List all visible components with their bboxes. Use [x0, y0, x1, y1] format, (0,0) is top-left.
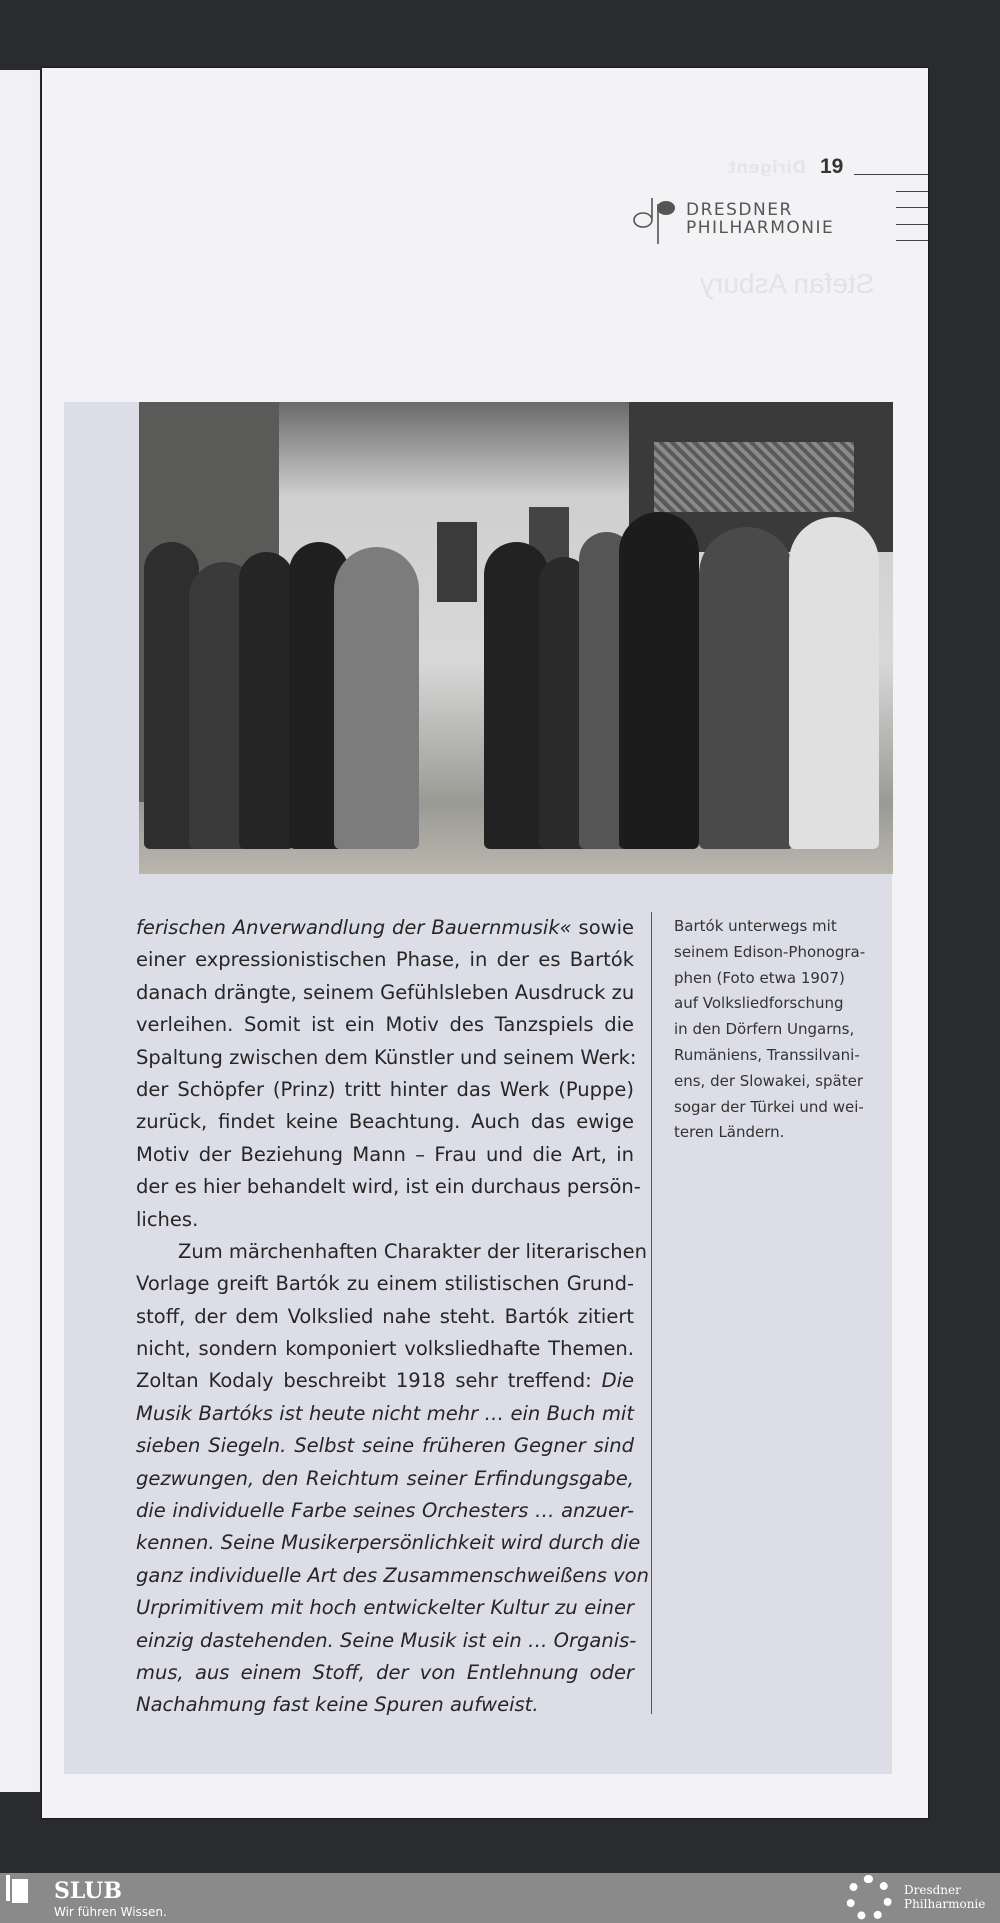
- text-line: [136, 944, 634, 976]
- photo-caption: [674, 914, 865, 1146]
- italic-segment: ganz individuelle Art des Zusammenschweißens von: [136, 1563, 649, 1587]
- slub-title: SLUB: [54, 1878, 122, 1904]
- text-segment: Motiv der Beziehung Mann – Frau und die Art, in: [136, 1142, 634, 1166]
- logo-line-1: DRESDNER: [686, 200, 793, 220]
- text-line: [136, 1527, 641, 1559]
- text-segment: der Schöpfer (Prinz) tritt hinter das Werk (Puppe): [136, 1077, 634, 1101]
- partner-line-1: Dresdner: [904, 1883, 961, 1897]
- partner-line-2: Philharmonie: [904, 1897, 986, 1911]
- text-line: [136, 912, 634, 944]
- text-line: [136, 1625, 637, 1657]
- caption-line: teren Ländern.: [674, 1123, 785, 1142]
- text-segment: einer expressionistischen Phase, in der es Bartók: [136, 948, 634, 972]
- text-segment: Spaltung zwischen dem Künstler und seinem Werk:: [136, 1045, 637, 1069]
- text-line: [136, 1495, 634, 1527]
- text-line: [136, 1009, 634, 1041]
- text-segment: der es hier behandelt wird, ist ein durchaus persön-: [136, 1175, 641, 1199]
- caption-line: seinem Edison-Phonogra-: [674, 942, 866, 961]
- italic-segment: Musik Bartóks ist heute nicht mehr … ein Buch mit: [136, 1401, 634, 1425]
- text-segment: sowie: [571, 916, 634, 939]
- partner-logo-text: [904, 1883, 985, 1911]
- text-segment: Zoltan Kodaly beschreibt 1918 sehr treffend:: [136, 1369, 602, 1393]
- italic-segment: einzig dastehenden. Seine Musik ist ein … Organis-: [136, 1628, 637, 1652]
- slub-book-icon: [12, 1879, 28, 1903]
- text-line: [136, 1042, 637, 1074]
- italic-segment: Nachahmung fast keine Spuren aufweist.: [136, 1693, 539, 1717]
- caption-line: ens, der Slowakei, später: [674, 1071, 863, 1090]
- text-segment: verleihen. Somit ist ein Motiv des Tanzspiels die: [136, 1013, 634, 1037]
- text-line: [136, 1463, 634, 1495]
- text-line: [136, 1301, 634, 1333]
- italic-segment: ferischen Anverwandlung der Bauernmusik«: [136, 916, 572, 939]
- text-segment: danach drängte, seinem Gefühlsleben Ausdruck zu: [136, 980, 635, 1004]
- text-segment: liches.: [136, 1207, 199, 1231]
- show-through-label: Dirigent: [728, 158, 807, 178]
- text-line: [136, 1074, 634, 1106]
- text-line: [136, 1204, 634, 1236]
- caption-line: phen (Foto etwa 1907): [674, 968, 845, 987]
- header-rule: [896, 240, 928, 241]
- article-body: [136, 912, 649, 1722]
- text-line: [136, 1365, 634, 1397]
- previous-page-edge: [0, 70, 40, 1792]
- text-segment: Zum märchenhaften Charakter der literarischen: [178, 1239, 648, 1263]
- text-line: [136, 977, 634, 1009]
- page-number: 19: [820, 155, 844, 178]
- photo-figure: [239, 552, 294, 849]
- philharmonie-sun-icon: [846, 1875, 892, 1921]
- photo-figure: [699, 527, 794, 849]
- text-segment: nicht, sondern komponiert volksliedhafte Themen.: [136, 1337, 634, 1361]
- italic-segment: gezwungen, den Reichtum seiner Erfindungsgabe,: [136, 1466, 634, 1490]
- text-line: [136, 1657, 634, 1689]
- photo-figure: [334, 547, 419, 849]
- dresdner-philharmonie-logo: [632, 192, 834, 246]
- music-note-logo-icon: [632, 192, 678, 246]
- historical-photo: [139, 402, 893, 874]
- text-line: [136, 1592, 634, 1624]
- logo-line-2: PHILHARMONIE: [686, 218, 835, 238]
- text-line: [136, 1171, 641, 1203]
- italic-segment: die individuelle Farbe seines Orchesters … anzuer-: [136, 1499, 634, 1523]
- italic-segment: mus, aus einem Stoff, der von Entlehnung oder: [136, 1660, 634, 1684]
- show-through-name: Stefan Asbury: [700, 268, 875, 299]
- header-rule: [854, 174, 928, 175]
- text-line: [136, 1139, 634, 1171]
- text-line: [136, 1333, 634, 1365]
- caption-line: Rumäniens, Transsilvani-: [674, 1045, 860, 1064]
- photo-figure: [789, 517, 879, 849]
- italic-segment: Urprimitivem mit hoch entwickelter Kultur zu einer: [136, 1596, 634, 1620]
- text-line: [136, 1268, 634, 1300]
- italic-segment: Die: [601, 1369, 634, 1393]
- header-rule: [896, 191, 928, 192]
- italic-segment: sieben Siegeln. Selbst seine früheren Gegner sind: [136, 1434, 634, 1458]
- caption-line: sogar der Türkei und wei-: [674, 1097, 864, 1116]
- header-rule: [896, 207, 928, 208]
- text-segment: stoff, der dem Volkslied nahe steht. Bartók zitiert: [136, 1304, 634, 1328]
- text-line: [136, 1689, 634, 1721]
- footer-bar: [0, 1873, 1000, 1923]
- text-line: [136, 1236, 648, 1268]
- header-rule: [896, 224, 928, 225]
- photo-window-lattice: [654, 442, 854, 512]
- text-line: [136, 1398, 634, 1430]
- caption-line: in den Dörfern Ungarns,: [674, 1020, 855, 1039]
- column-divider: [651, 912, 652, 1714]
- caption-line: auf Volksliedforschung: [674, 994, 844, 1013]
- photo-figure: [619, 512, 699, 849]
- text-segment: Vorlage greift Bartók zu einem stilistischen Grund-: [136, 1272, 634, 1296]
- caption-line: Bartók unterwegs mit: [674, 917, 837, 935]
- text-line: [136, 1106, 634, 1138]
- text-segment: zurück, findet keine Beachtung. Auch das ewige: [136, 1110, 634, 1134]
- italic-segment: kennen. Seine Musikerpersönlichkeit wird durch die: [136, 1531, 641, 1555]
- text-line: [136, 1430, 634, 1462]
- slub-tagline: Wir führen Wissen.: [54, 1905, 167, 1919]
- text-line: [136, 1560, 649, 1592]
- photo-door: [437, 522, 477, 602]
